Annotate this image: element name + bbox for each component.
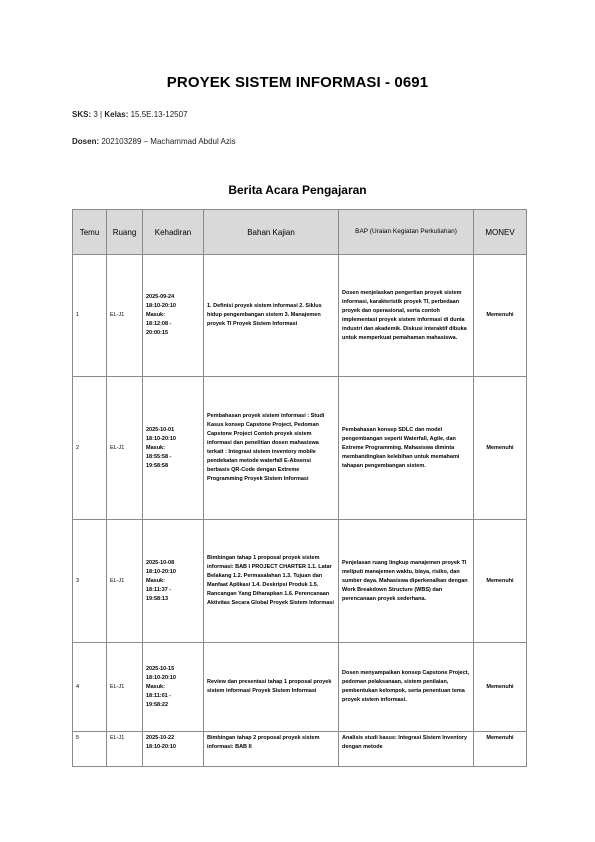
table-header-row [73,210,527,255]
cell-ruang: EL-J1 [107,643,143,732]
cell-monev: Memenuhi [474,520,527,643]
header-ruang: Ruang [107,210,143,255]
teaching-report-table [72,209,527,767]
lecturer-line [72,137,236,146]
cell-bap: Dosen menyampaikan konsep Capstone Project, pedoman pelaksanaan, sistem penilaian, pembentukan kelompok, serta penentuan tema proyek sistem informasi. [339,643,474,732]
dosen-label: Dosen: [72,137,100,146]
cell-bahan-kajian: Bimbingan tahap 1 proposal proyek sistem informasi: BAB I PROJECT CHARTER 1.1. Latar Belakang 1.2. Permasalahan 1.3. Tujuan dan Manfaat Aplikasi 1.4. Deskripsi Produk 1.5. Rancangan Yang Diharapkan 1.6. Perencanaan Aktivitas Secara Global Proyek Sistem Informasi [204,520,339,643]
cell-monev: Memenuhi [474,377,527,520]
header-bap: BAP (Uraian Kegiatan Perkuliahan) [339,210,474,255]
header-temu: Temu [73,210,107,255]
cell-kehadiran: 2025-10-01 18:10-20:10 Masuk: 18:55:58 - 19:58:58 [143,377,204,520]
cell-kehadiran: 2025-10-15 18:10-20:10 Masuk: 18:11:01 - 19:58:22 [143,643,204,732]
course-meta-line [72,110,188,119]
cell-bap: Dosen menjelaskan pengertian proyek sistem informasi, karakteristik proyek TI, perbedaan proyek dan operasional, serta contoh implementasi proyek sistem informasi di dunia industri dan akademik. Diskusi interaktif dibuka untuk memperkuat pemahaman mahasiswa. [339,255,474,377]
cell-bahan-kajian: Pembahasan proyek sistem informasi : Studi Kasus konsep Capstone Project, Pedoman Capstone Project Contoh proyek sistem informasi dan penelitian dosen mahasiswa terkait : Integrasi sistem inventory mobile pendekatan metode waterfall E-Absensi berbasis QR-Code dengan Extreme Programming Proyek Sistem Informasi [204,377,339,520]
cell-monev: Memenuhi [474,255,527,377]
cell-kehadiran: 2025-10-22 18:10-20:10 [143,732,204,767]
cell-temu: 3 [73,520,107,643]
cell-bap: Penjelasan ruang lingkup manajemen proyek TI meliputi manajemen waktu, biaya, risiko, dan sumber daya. Mahasiswa diperkenalkan dengan Work Breakdown Structure (WBS) dan perencanaan proyek sederhana. [339,520,474,643]
header-bahan-kajian: Bahan Kajian [204,210,339,255]
header-kehadiran: Kehadiran [143,210,204,255]
cell-temu: 5 [73,732,107,767]
table-row [73,255,527,377]
header-monev: MONEV [474,210,527,255]
cell-ruang: EL-J1 [107,520,143,643]
cell-ruang: EL-J1 [107,377,143,520]
document-title: PROYEK SISTEM INFORMASI - 0691 [166,74,429,91]
cell-ruang: EL-J1 [107,255,143,377]
sks-label: SKS: [72,110,92,119]
cell-temu: 2 [73,377,107,520]
kelas-value: 15.5E.13-12507 [130,110,188,119]
cell-bahan-kajian: Review dan presentasi tahap 1 proposal proyek sistem informasi Proyek Sistem Informasi [204,643,339,732]
sks-value: 3 | [93,110,105,119]
cell-bap: Analisis studi kasus: Integrasi Sistem Inventory dengan metode [339,732,474,767]
table-row [73,520,527,643]
cell-bahan-kajian: Bimbingan tahap 2 proposal proyek sistem informasi: BAB II [204,732,339,767]
table-row [73,643,527,732]
cell-kehadiran: 2025-10-08 18:10-20:10 Masuk: 18:11:37 - 19:58:13 [143,520,204,643]
kelas-label: Kelas: [104,110,129,119]
table-row [73,732,527,767]
table-row [73,377,527,520]
cell-temu: 1 [73,255,107,377]
cell-bahan-kajian: 1. Definisi proyek sistem informasi 2. Siklus hidup pengembangan sistem 3. Manajemen proyek TI Proyek Sistem Informasi [204,255,339,377]
dosen-value: 202103289 – Machammad Abdul Azis [101,137,236,146]
cell-monev: Memenuhi [474,643,527,732]
cell-ruang: EL-J1 [107,732,143,767]
cell-monev: Memenuhi [474,732,527,767]
cell-kehadiran: 2025-09-24 18:10-20:10 Masuk: 18:12:08 - 20:00:15 [143,255,204,377]
cell-bap: Pembahasan konsep SDLC dan model pengembangan seperti Waterfall, Agile, dan Extreme Programming. Mahasiswa diminta membandingkan kelebihan untuk memahami tahapan pengembangan sistem. [339,377,474,520]
cell-temu: 4 [73,643,107,732]
section-title: Berita Acara Pengajaran [228,183,367,197]
